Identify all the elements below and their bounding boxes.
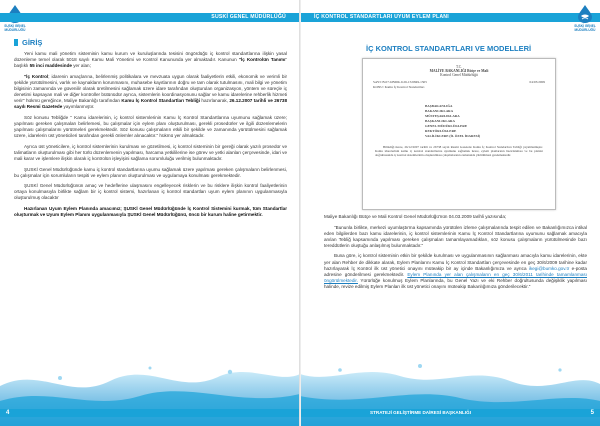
letter-sayi: SAYI: B.07.0.BMK.0.26-15/6849-1505 [373, 80, 427, 84]
paragraph-amac: Hazırlanan Uyum Eylem Planında amacımız; ŞUSKİ Genel Müdürlüğünde İç Kontrol Sistemini kurmak, tüm Standartlar oluşturmak ve Uyum Eylem Planını uygulanmasıyla ŞUSKİ Genel Müdürlüğünü, öncü bir kurum haline getirmektir. [14, 205, 287, 218]
page-number-right: 5 [590, 410, 594, 416]
letter-tc: T.C. [455, 65, 463, 69]
letter-ministry: MALİYE BAKANLIĞI Bütçe ve Mali [429, 69, 489, 73]
paragraph-definition: "İç Kontrol; idarenin amaçlarına, belirlenmiş politikalara ve mevzuata uygun olarak faaliyetlerin etkili, ekonomik ve verimli bir şekilde yürütülmesini, varlık ve kaynakların korunmasını, muhasebe kayıtlarının doğru ve tam olarak tutulmasını, mali bilgi ve yönetim bilgisinin zamanında ve güvenilir olarak üretilmesini sağlamak üzere idare tarafından oluşturulan organizasyon, yöntem ve süreçle iç denetimi kapsayan mali ve diğer kontroller bütünüdür ayrıca, sistemlerin koordinasyonunu sağlar ve kamu idarelerine rehberlik hizmeti verir" hükmü gereğince, Maliye Bakanlığı tarafından Kamu İç Kontrol Standartları Tebliği hazırlanarak, 26.12.2007 tarihli ve 26738 sayılı Resmi Gazetede yayımlanmıştır. [14, 73, 287, 110]
email-link[interactable]: ikegi@bumko.gov.tr [528, 265, 570, 271]
footer-bar-right: STRATEJİ GELİŞTİRME DAİRESİ BAŞKANLIĞI [300, 409, 600, 417]
right-page [300, 0, 600, 426]
paragraph-intro: Yeni kamu mali yönetim sisteminin kamu kurum ve kuruluşlarında tesisini öngördüğü iç kontrol standartlarına ilişkin yasal düzenleme temel olarak 5018 sayılı Kamu Mali Yönetimi ve Kontrol Kanununda yer almaktadır. Kanunun "İç Kontrolün Tanımı" başlıklı 55 inci maddesinde yer alan; [14, 51, 287, 69]
letter-department: Kontrol Genel Müdürlüğü [440, 73, 478, 77]
paragraph-quote: "Bununla birlikte, merkezi uyumlaştırma kapsamında yürütülen izleme çalışmalarında tespit edilen ve Bakanlığımızca intikal eden bilgilerden bazı kamu idarelerinin, iç kontrol sistemlerinin Kamu İç Kontrol Standartlarına uyumunu sağlamak amacıyla anılan Tebliğ kapsamında yapılması gereken çalışmaları tamamlayamadıkları, söz konusu çalışmaların yürütülmesinde bazı tereddütlerin oluştuğu anlaşılmış bulunmaktadır." [324, 224, 587, 248]
header-bar-plan: İÇ KONTROL STANDARTLARI UYUM EYLEM PLANI [300, 13, 600, 22]
letter-recipient: MÜSTEŞARLIKLARA [425, 114, 460, 118]
letter-recipient: REKTÖRLÜKLERE [425, 129, 457, 133]
letter-recipient: BAKANLIKLARA [425, 109, 454, 113]
paragraph-suski-uyum: ŞUSKİ Genel Müdürlüğünde kamu iç kontrol standartlarına uyumu sağlamak üzere yapılması gereken çalışmaların belirlenmesi, bu çalışmalar için sorumluların tespiti ve eylem planının oluşturulması ve uygulamaya konulması gerekmektedir. [14, 166, 287, 178]
footer-bar-left [0, 409, 300, 417]
water-drop-logo-icon [574, 4, 596, 24]
paragraph-risk: ŞUSKİ Genel Müdürlüğünün amaç ve hedeflerine ulaşmasını engelleyecek risklerin ve bu risklere ilişkin kontrol faaliyetlerinin ortaya konulmasıyla birlikte sağlam bir iç kontrol sistemi, hazırlanan iç kontrol standartları uyum eylem planının uygulanmasıyla oluşturulmuş olacaktır [14, 183, 287, 201]
official-letter-image [362, 58, 556, 210]
book-spine [299, 0, 301, 426]
section-heading-standartlar: İÇ KONTROL STANDARTLARI VE MODELLERİ [366, 44, 532, 53]
left-body [14, 51, 287, 223]
page-number-left: 4 [6, 410, 10, 416]
letter-konu: KONU: Kamu İç Kontrol Standartları [373, 85, 425, 89]
letter-recipient: GENEL MÜDÜRLÜKLERE [425, 124, 468, 128]
header-bar-org: SUSKİ GENEL MÜDÜRLÜĞÜ [0, 13, 300, 22]
paragraph-ust-yonetici: Ayrıca üst yöneticilere, iç kontrol sistemlerinin kurulması ve gözetilmesi, iç kontrol sisteminin bir gereği olarak yazılı prosedür ve talimatların oluşturulması gibi her türlü düzenlemenin yapılması, harcama yetkililerine ise görev ve yetki alanları çerçevesinde, idari ve mali karar ve işlemlere ilişkin olarak iç kontrolün işleyişini sağlama sorumluluğu verilmiş bulunmaktadır. [14, 143, 287, 161]
paragraph-tebliq: Söz konusu Tebliğde " Kamu idarelerinin, iç kontrol sistemlerinin Kamu İç Kontrol Standartlarına uyumunu sağlamak üzere; yapılması gereken çalışmaları belirlemesi, bu çalışmalar için eylem planı oluşturulması, gerekli prosedürler ve ilgili düzenlemelerin yapılması çalışmalarını yürütmeleri gerekmektedir. Söz konusu çalışmaların etkili bir şekilde ve zamanında yürütülmesini sağlamak üzere, idarelerin üst yöneticileri tarafından gerekli önlemler alınacaktır." hükmü yer almaktadır. [14, 114, 287, 139]
letter-recipient: BAŞKANLIKLARA [425, 119, 455, 123]
section-heading-giris [14, 38, 42, 47]
letter-date: 04/03/2009 [529, 80, 545, 84]
suski-logo-right [574, 4, 596, 32]
letter-body: Bilindiği üzere, 26/12/2007 tarihli ve 26738 sayılı Resmi Gazetede Kamu İç Kontrol Standartları Tebliği yayımlanmıştır. Kamu idarelerinin kamu iç kontrol standartlarına uyumunu sağlamak üzere, eylem planlarının hazırlanması ve bu planlar doğrultusunda iç kontrol sistemlerinin oluşturulması çalışmalarının zamanında yürütülmesi gerekmektedir. [375, 145, 543, 158]
heading-text: GİRİŞ [22, 38, 43, 47]
logo-caption: SUSKİ GENEL MÜDÜRLÜĞÜ [4, 24, 26, 32]
right-body [314, 214, 587, 295]
paragraph-yazi-intro: Maliye Bakanlığı Bütçe ve Mali Kontrol Genel Müdürlüğü'nün 04.03.2009 tarihli yazısında; [324, 214, 507, 219]
paragraph-eylem-plani: Buna göre, iç kontrol sisteminin etkin bir şekilde kurulması ve uygulanmasının sağlanması amacıyla kamu idarelerinin, ekte yer alan Rehber de dikkate alarak, Eylem Planlarını Kamu İç Kontrol Standartları çerçevesinde en geç 30/6/2009 tarihine kadar hazırlayarak İç Kontrol ilk üst yönetici onayını müteakip bir ay içinde Bakanlığımıza ve ayrıca ikegi@bumko.gov.tr e-posta adresine gönderilmesi gerekmektedir. Eylem Planında yer alan çalışmaların en geç 30/6/2011 tarihinde tamamlanması öngörülmektedir. Yürürlüğe konulmuş Eylem Planlarında, bu Genel Yazı ve eki Rehber doğrultusunda değişiklik yapılması halinde, revize edilmiş Eylem Planları ilk üst yönetici onayını müteakip Bakanlığımıza gönderilecektir." [324, 253, 587, 289]
heading-marker [14, 39, 18, 46]
letter-recipient: VALİLİKLERE (İL ÖZEL İDARESİ) [425, 134, 481, 138]
letter-recipient: BAŞBAKANLIĞA [425, 104, 453, 108]
logo-caption: SUSKİ GENEL MÜDÜRLÜĞÜ [574, 24, 596, 32]
